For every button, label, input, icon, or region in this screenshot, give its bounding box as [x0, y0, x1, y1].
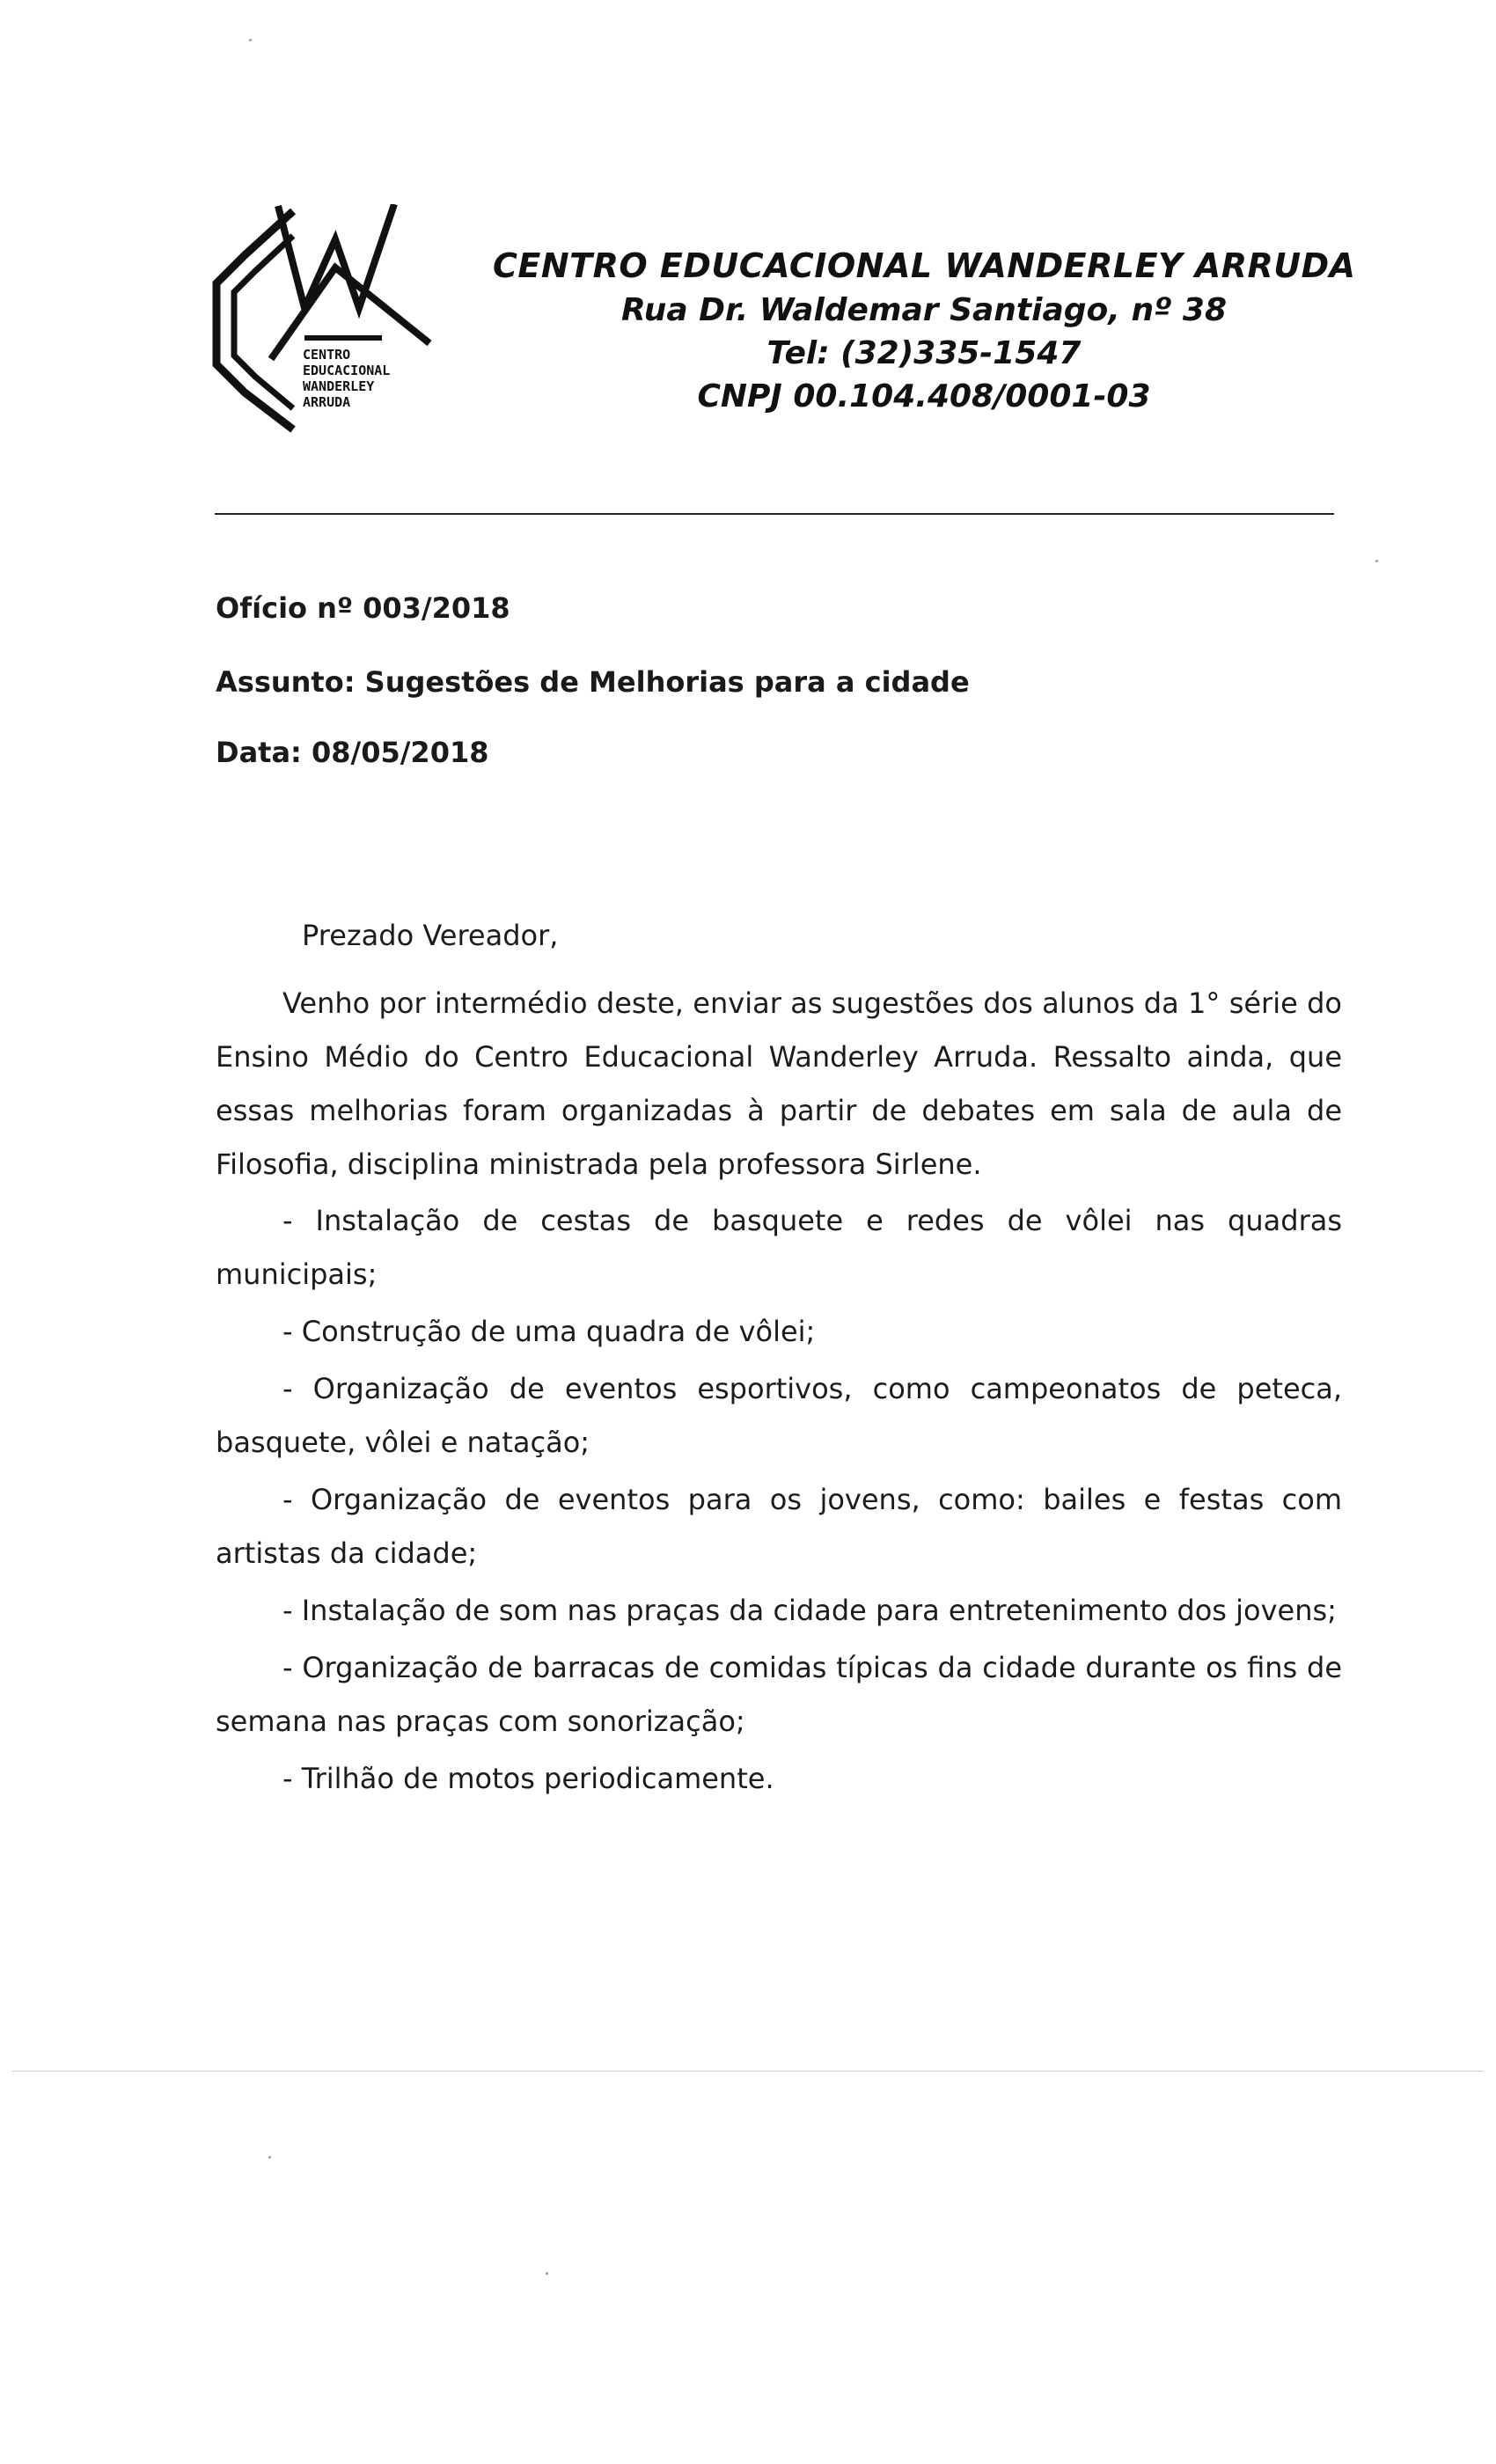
school-phone: Tel: (32)335-1547 [766, 335, 1082, 371]
suggestion-item: - Instalação de som nas praças da cidade para entretenimento dos jovens; [282, 1594, 1337, 1627]
intro-text: Venho por intermédio deste, enviar as sugestões dos alunos da 1° série do Ensino Médio do Centro Educacional Wanderley Arruda. Ressalto ainda, que essas melhorias foram organizadas à partir de debates em sala de aula de Filosofia, disciplina ministrada pela professora Sirlene. [216, 986, 1342, 1181]
scan-speck [1375, 560, 1378, 562]
scan-edge-line [12, 2071, 1484, 2072]
header-divider [215, 513, 1334, 515]
intro-paragraph [216, 977, 1342, 1192]
scan-speck [546, 2272, 548, 2275]
suggestion-item: - Instalação de cestas de basquete e redes de vôlei nas quadras municipais; [216, 1204, 1342, 1291]
suggestion-list [216, 1194, 1342, 1809]
suggestion-item: - Construção de uma quadra de vôlei; [282, 1315, 816, 1348]
school-address: Rua Dr. Waldemar Santiago, nº 38 [620, 292, 1228, 328]
date-line: Data: 08/05/2018 [216, 736, 489, 769]
suggestion-item: - Trilhão de motos periodicamente. [282, 1762, 774, 1795]
scan-speck [268, 2156, 271, 2159]
suggestion-item: - Organização de eventos esportivos, como campeonatos de peteca, basquete, vôlei e natação; [216, 1372, 1342, 1459]
scan-speck [249, 39, 252, 41]
logo-text-3: WANDERLEY [303, 378, 375, 394]
logo-text-2: EDUCACIONAL [303, 363, 391, 378]
school-logo [209, 204, 456, 435]
suggestion-item: - Organização de barracas de comidas típicas da cidade durante os fins de semana nas praças com sonorização; [216, 1651, 1342, 1738]
salutation: Prezado Vereador, [302, 919, 559, 952]
letterhead [493, 246, 1355, 414]
subject-line: Assunto: Sugestões de Melhorias para a cidade [216, 665, 970, 699]
school-name: CENTRO EDUCACIONAL WANDERLEY ARRUDA [493, 246, 1356, 285]
school-cnpj: CNPJ 00.104.408/0001-03 [697, 378, 1151, 414]
suggestion-item: - Organização de eventos para os jovens, como: bailes e festas com artistas da cidade; [216, 1483, 1342, 1570]
logo-text-1: CENTRO [303, 347, 351, 363]
logo-text-4: ARRUDA [303, 394, 351, 410]
oficio-number: Ofício nº 003/2018 [216, 591, 510, 625]
